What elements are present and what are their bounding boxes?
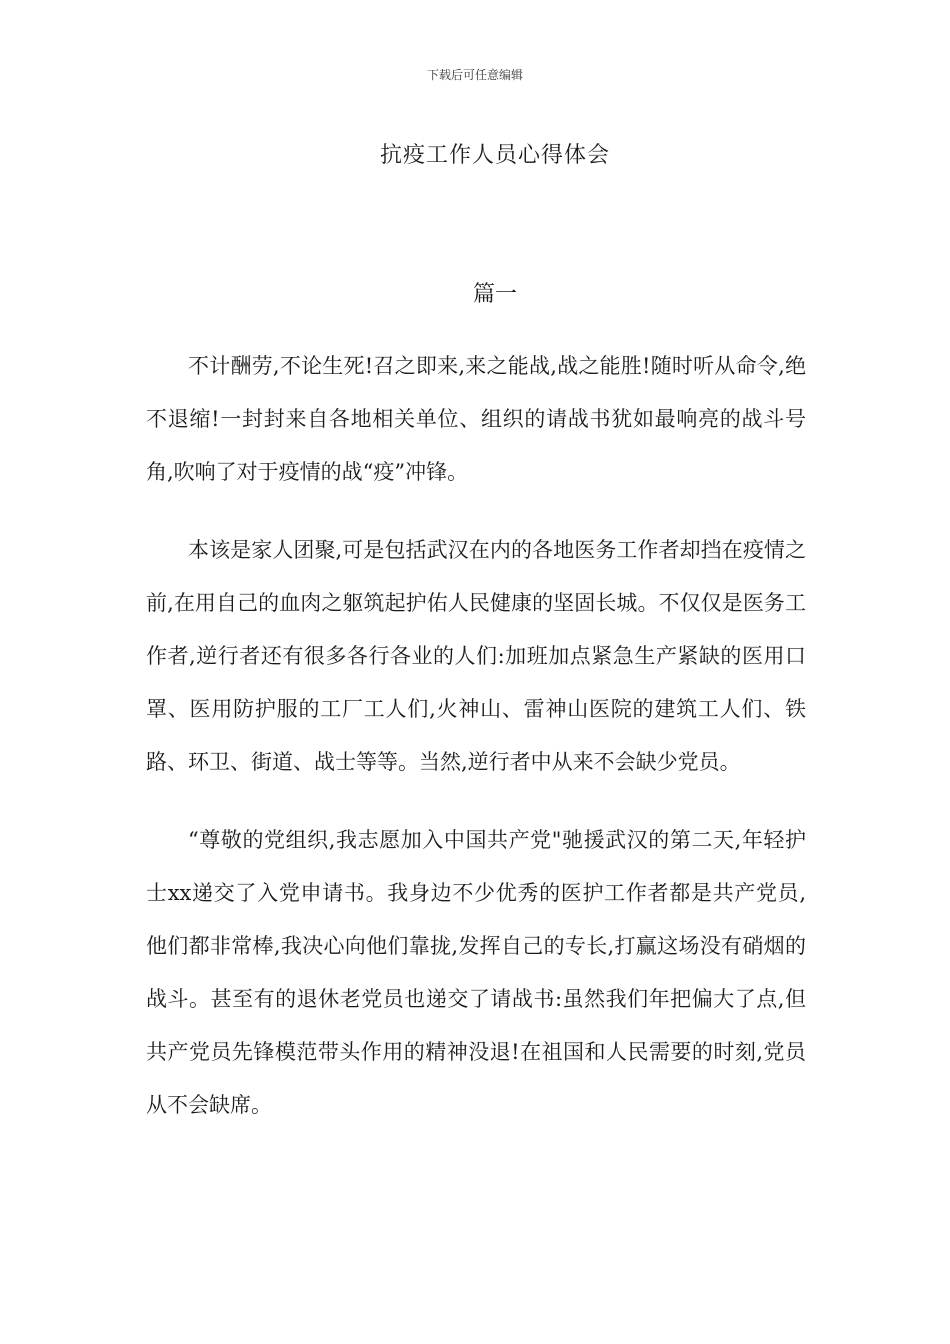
paragraph-3: “尊敬的党组织,我志愿加入中国共产党"驰援武汉的第二天,年轻护士xx递交了入党申请书。我身边不少优秀的医护工作者都是共产党员,他们都非常棒,我决心向他们靠拢,发挥自己的专长,打赢这场没有硝烟的战斗。甚至有的退休老党员也递交了请战书:虽然我们年把偏大了点,但共产党员先锋模范带头作用的精神没退!在祖国和人民需要的时刻,党员从不会缺席。 [146,828,806,1117]
paragraph-1: 不计酬劳,不论生死!召之即来,来之能战,战之能胜!随时听从命令,绝不退缩!一封封来自各地相关单位、组织的请战书犹如最响亮的战斗号角,吹响了对于疫情的战“疫”冲锋。 [146,354,806,484]
section-heading: 篇一 [472,282,517,307]
body-text [146,340,806,1157]
paragraph-2: 本该是家人团聚,可是包括武汉在内的各地医务工作者却挡在疫情之前,在用自己的血肉之躯筑起护佑人民健康的坚固长城。不仅仅是医务工作者,逆行者还有很多各行各业的人们:加班加点紧急生产紧缺的医用口罩、医用防护服的工厂工人们,火神山、雷神山医院的建筑工人们、铁路、环卫、街道、战士等等。当然,逆行者中从来不会缺少党员。 [146,538,806,774]
header-note: 下载后可任意编辑 [426,68,523,82]
document-title: 抗疫工作人员心得体会 [379,143,610,168]
